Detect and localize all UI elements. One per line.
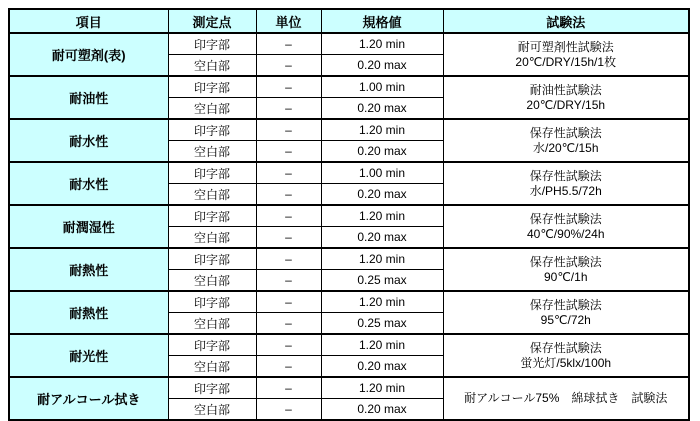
measure-point-cell: 空白部	[168, 356, 256, 378]
test-method-line2: 蛍光灯/5klx/100h	[520, 355, 612, 370]
test-method-cell	[443, 76, 689, 119]
measure-point-cell: 印字部	[168, 291, 256, 313]
test-method-line1: 耐油性試験法	[529, 82, 602, 97]
spec-value-cell: 1.00 min	[321, 76, 443, 98]
item-cell: 耐光性	[9, 334, 168, 377]
table-row	[9, 205, 689, 227]
col-header-measure-point: 測定点	[168, 9, 256, 33]
item-cell: 耐潤湿性	[9, 205, 168, 248]
unit-cell: –	[256, 313, 321, 335]
col-header-item: 項目	[9, 9, 168, 33]
table-row	[9, 291, 689, 313]
item-cell: 耐油性	[9, 76, 168, 119]
unit-cell: –	[256, 270, 321, 292]
test-method-cell	[443, 334, 689, 377]
unit-cell: –	[256, 184, 321, 206]
measure-point-cell: 印字部	[168, 119, 256, 141]
spec-value-cell: 1.20 min	[321, 291, 443, 313]
measure-point-cell: 空白部	[168, 141, 256, 163]
unit-cell: –	[256, 377, 321, 399]
test-method-line2: 95℃/72h	[540, 312, 591, 327]
test-method-line2: 水/20℃/15h	[532, 140, 599, 155]
spec-value-cell: 0.25 max	[321, 313, 443, 335]
unit-cell: –	[256, 205, 321, 227]
test-method-line2: 20℃/DRY/15h	[526, 97, 606, 112]
table-row	[9, 248, 689, 270]
spec-value-cell: 1.20 min	[321, 334, 443, 356]
spec-value-cell: 0.20 max	[321, 227, 443, 249]
item-cell: 耐水性	[9, 162, 168, 205]
col-header-test-method: 試験法	[443, 9, 689, 33]
test-method-line2: 40℃/90%/24h	[526, 226, 605, 241]
spec-value-cell: 1.20 min	[321, 119, 443, 141]
unit-cell: –	[256, 227, 321, 249]
measure-point-cell: 空白部	[168, 184, 256, 206]
measure-point-cell: 空白部	[168, 399, 256, 421]
test-method-line1: 保存性試験法	[529, 340, 602, 355]
spec-value-cell: 1.00 min	[321, 162, 443, 184]
test-method-line2: 20℃/DRY/15h/1枚	[515, 54, 617, 69]
measure-point-cell: 空白部	[168, 55, 256, 77]
test-method-line1: 保存性試験法	[529, 125, 602, 140]
unit-cell: –	[256, 356, 321, 378]
test-method-line1: 保存性試験法	[529, 254, 602, 269]
measure-point-cell: 空白部	[168, 270, 256, 292]
header-row	[9, 9, 689, 33]
test-method-line1: 保存性試験法	[529, 168, 602, 183]
measure-point-cell: 空白部	[168, 313, 256, 335]
test-method-line1: 耐アルコール75% 綿球拭き 試験法	[464, 391, 668, 405]
spec-value-cell: 0.20 max	[321, 399, 443, 421]
unit-cell: –	[256, 248, 321, 270]
unit-cell: –	[256, 33, 321, 55]
test-method-cell	[443, 33, 689, 76]
table-row	[9, 162, 689, 184]
test-method-cell	[443, 291, 689, 334]
unit-cell: –	[256, 141, 321, 163]
test-method-line1: 保存性試験法	[529, 297, 602, 312]
table-row	[9, 76, 689, 98]
spec-value-cell: 0.20 max	[321, 356, 443, 378]
test-method-line1: 保存性試験法	[529, 211, 602, 226]
measure-point-cell: 空白部	[168, 227, 256, 249]
measure-point-cell: 印字部	[168, 205, 256, 227]
test-method-line1: 耐可塑剤性試験法	[517, 39, 614, 54]
spec-value-cell: 0.20 max	[321, 55, 443, 77]
spec-table	[8, 8, 690, 421]
table-body	[9, 33, 689, 420]
spec-value-cell: 0.20 max	[321, 98, 443, 120]
unit-cell: –	[256, 55, 321, 77]
spec-value-cell: 1.20 min	[321, 33, 443, 55]
measure-point-cell: 印字部	[168, 377, 256, 399]
unit-cell: –	[256, 98, 321, 120]
table-row	[9, 119, 689, 141]
test-method-cell	[443, 248, 689, 291]
item-cell: 耐アルコール拭き	[9, 377, 168, 420]
test-method-cell	[443, 205, 689, 248]
item-cell: 耐水性	[9, 119, 168, 162]
table-row	[9, 377, 689, 399]
measure-point-cell: 印字部	[168, 33, 256, 55]
measure-point-cell: 印字部	[168, 76, 256, 98]
test-method-cell	[443, 119, 689, 162]
measure-point-cell: 印字部	[168, 248, 256, 270]
test-method-line2: 水/PH5.5/72h	[529, 183, 602, 198]
unit-cell: –	[256, 334, 321, 356]
unit-cell: –	[256, 291, 321, 313]
spec-value-cell: 1.20 min	[321, 377, 443, 399]
measure-point-cell: 印字部	[168, 334, 256, 356]
table-row	[9, 334, 689, 356]
test-method-cell	[443, 162, 689, 205]
unit-cell: –	[256, 162, 321, 184]
unit-cell: –	[256, 119, 321, 141]
col-header-unit: 単位	[256, 9, 321, 33]
measure-point-cell: 空白部	[168, 98, 256, 120]
table-row	[9, 33, 689, 55]
spec-value-cell: 0.25 max	[321, 270, 443, 292]
spec-value-cell: 0.20 max	[321, 141, 443, 163]
unit-cell: –	[256, 399, 321, 421]
item-cell: 耐熱性	[9, 248, 168, 291]
item-cell: 耐熱性	[9, 291, 168, 334]
spec-value-cell: 0.20 max	[321, 184, 443, 206]
unit-cell: –	[256, 76, 321, 98]
measure-point-cell: 印字部	[168, 162, 256, 184]
item-cell: 耐可塑剤(表)	[9, 33, 168, 76]
col-header-spec-value: 規格値	[321, 9, 443, 33]
test-method-cell	[443, 377, 689, 420]
test-method-line2: 90℃/1h	[543, 269, 588, 284]
spec-value-cell: 1.20 min	[321, 205, 443, 227]
spec-value-cell: 1.20 min	[321, 248, 443, 270]
